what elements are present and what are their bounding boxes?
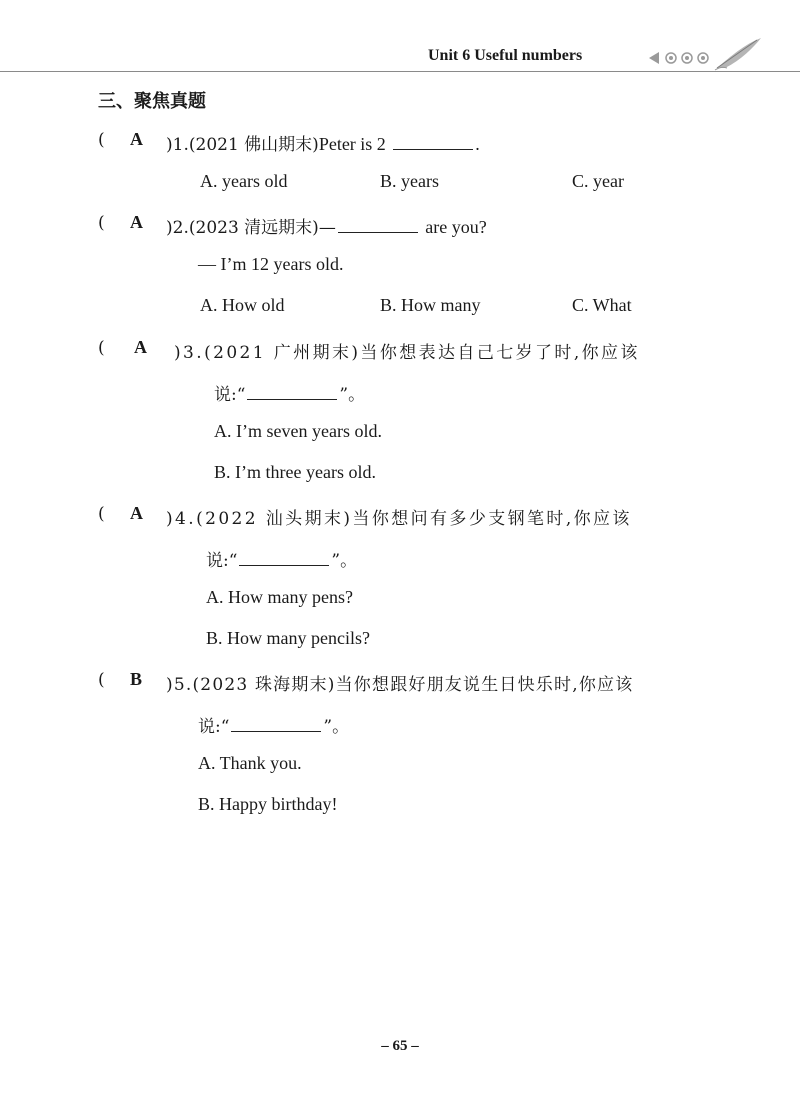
option-c: C. What	[572, 295, 632, 315]
question-line: )5.(2023 珠海期末)当你想跟好朋友说生日快乐时,你应该	[166, 675, 634, 695]
option-a: A. How many pens?	[206, 587, 353, 607]
option-a: A. How old	[200, 295, 285, 315]
fill-blank[interactable]	[231, 717, 321, 732]
question-line: )3.(2021 广州期末)当你想表达自己七岁了时,你应该	[174, 343, 640, 363]
question-stem: Peter is 2	[318, 134, 386, 154]
question-source: (2023 珠海期末)	[192, 675, 336, 695]
question-line: )4.(2022 汕头期末)当你想问有多少支钢笔时,你应该	[166, 509, 632, 529]
say-line	[214, 380, 365, 405]
question-source: (2021 佛山期末)	[188, 135, 319, 155]
question-number: 1.	[172, 135, 189, 155]
say-line	[198, 712, 349, 737]
answer-open-paren: (	[98, 338, 105, 358]
question-line: )1.(2021 佛山期末)Peter is 2 .	[166, 134, 480, 155]
option-b: B. How many	[380, 295, 481, 315]
question-number: 5.	[173, 675, 193, 695]
answer-open-paren: (	[98, 130, 105, 150]
page-header	[0, 0, 800, 80]
option-b: B. How many pencils?	[206, 628, 370, 648]
question-number: 2.	[172, 218, 189, 238]
option-a: A. years old	[200, 171, 288, 191]
feather-quill-icon	[645, 34, 765, 74]
say-close: ”。	[331, 551, 358, 571]
question-number: 3.	[183, 343, 205, 363]
fill-blank[interactable]	[247, 385, 337, 400]
question-source: (2021 广州期末)	[204, 343, 361, 363]
reply-line: — I’m 12 years old.	[198, 254, 344, 274]
option-c: C. year	[572, 171, 624, 191]
question-source: (2022 汕头期末)	[196, 509, 353, 529]
answer-open-paren: (	[98, 504, 105, 524]
say-open: 说:“	[214, 385, 246, 405]
question-stem: 当你想表达自己七岁了时,你应该	[360, 343, 640, 363]
option-a: A. I’m seven years old.	[214, 421, 382, 441]
say-line	[206, 546, 357, 571]
option-b: B. Happy birthday!	[198, 794, 338, 814]
section-title: 三、聚焦真题	[98, 91, 206, 112]
question-stem-end: .	[475, 134, 480, 154]
answer-letter[interactable]: A	[130, 503, 143, 523]
say-close: ”。	[323, 717, 350, 737]
question-stem: 当你想问有多少支钢笔时,你应该	[352, 509, 632, 529]
question-stem: —	[318, 218, 336, 238]
question-source: (2023 清远期末)	[188, 218, 319, 238]
unit-title: Unit 6 Useful numbers	[428, 47, 583, 64]
option-a: A. Thank you.	[198, 753, 302, 773]
answer-letter[interactable]: A	[130, 212, 143, 232]
answer-open-paren: (	[98, 213, 105, 233]
answer-open-paren: (	[98, 670, 105, 690]
say-open: 说:“	[206, 551, 238, 571]
answer-letter[interactable]: A	[134, 337, 147, 357]
option-b: B. I’m three years old.	[214, 462, 376, 482]
question-stem-end: are you?	[425, 217, 487, 237]
answer-letter[interactable]: B	[130, 669, 143, 689]
fill-blank[interactable]	[393, 135, 473, 150]
say-close: ”。	[339, 385, 366, 405]
answer-letter[interactable]: A	[130, 129, 143, 149]
page-number: – 65 –	[381, 1038, 419, 1054]
fill-blank[interactable]	[239, 551, 329, 566]
say-open: 说:“	[198, 717, 230, 737]
fill-blank[interactable]	[338, 218, 418, 233]
question-line: )2.(2023 清远期末)— are you?	[166, 217, 487, 238]
question-stem: 当你想跟好朋友说生日快乐时,你应该	[335, 675, 634, 695]
option-b: B. years	[380, 171, 439, 191]
question-number: 4.	[175, 509, 197, 529]
header-divider	[0, 71, 800, 72]
